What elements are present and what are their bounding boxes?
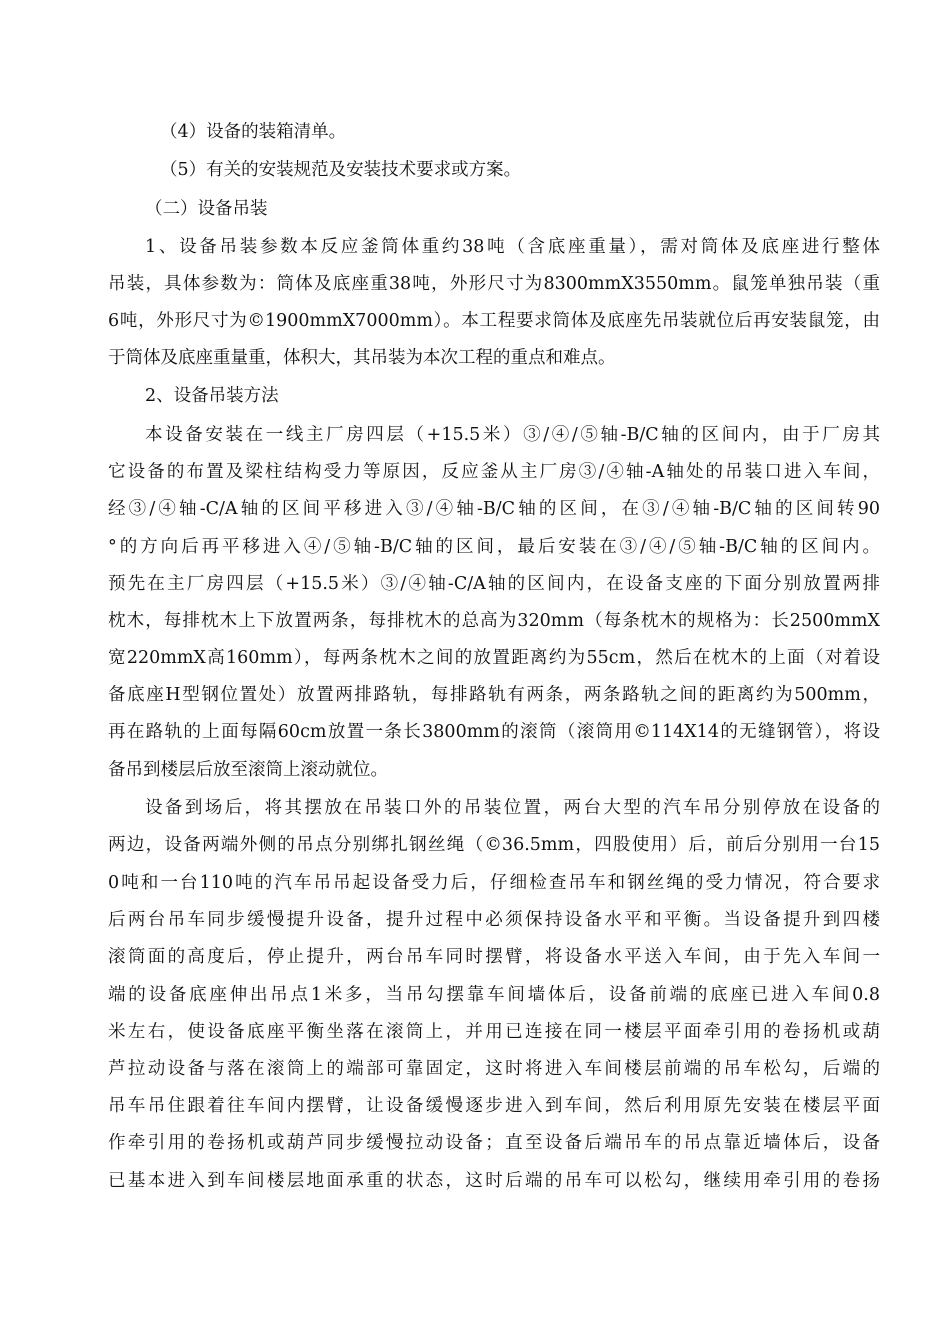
paragraph-line: 端的设备底座伸出吊点1米多，当吊勾摆靠车间墙体后，设备前端的底座已进入车间0.8 xyxy=(108,985,880,1005)
paragraph-line: 吊装，具体参数为：筒体及底座重38吨，外形尺寸为8300mmX3550mm。鼠笼单独吊装（重 xyxy=(108,274,880,294)
list-item-install-spec: （5）有关的安装规范及安装技术要求或方案。 xyxy=(160,160,522,180)
paragraph-line: 经③/④轴-C/A轴的区间平移进入③/④轴-B/C轴的区间，在③/④轴-B/C轴的区间转90 xyxy=(108,499,880,519)
paragraph-line: 本设备安装在一线主厂房四层（+15.5米）③/④/⑤轴-B/C轴的区间内，由于厂房其 xyxy=(145,425,880,445)
paragraph-line: 枕木，每排枕木上下放置两条，每排枕木的总高为320mm（每条枕木的规格为：长2500mmX xyxy=(108,611,880,631)
paragraph-line: 6吨，外形尺寸为©1900mmX7000mm）。本工程要求筒体及底座先吊装就位后再安装鼠笼，由 xyxy=(108,311,880,331)
paragraph-line: 两边，设备两端外侧的吊点分别绑扎钢丝绳（©36.5mm，四股使用）后，前后分别用一台15 xyxy=(108,835,880,855)
paragraph-line: 它设备的布置及梁柱结构受力等原因，反应釜从主厂房③/④轴-A轴处的吊装口进入车间， xyxy=(108,462,880,482)
list-item-packing-list: （4）设备的装箱清单。 xyxy=(160,122,347,142)
paragraph-line: 0吨和一台110吨的汽车吊吊起设备受力后，仔细检查吊车和钢丝绳的受力情况，符合要求 xyxy=(108,873,880,893)
paragraph-line: 吊车吊住跟着往车间内摆臂，让设备缓慢逐步进入到车间，然后利用原先安装在楼层平面 xyxy=(108,1096,880,1116)
paragraph-line: 设备到场后，将其摆放在吊装口外的吊装位置，两台大型的汽车吊分别停放在设备的 xyxy=(145,798,880,818)
paragraph-line: 备底座H型钢位置处）放置两排路轨，每排路轨有两条，两条路轨之间的距离约为500mm， xyxy=(108,685,880,705)
paragraph-line: 米左右，使设备底座平衡坐落在滚筒上，并用已连接在同一楼层平面牵引用的卷扬机或葫 xyxy=(108,1022,880,1042)
paragraph-line: 作牵引用的卷扬机或葫芦同步缓慢拉动设备；直至设备后端吊车的吊点靠近墙体后，设备 xyxy=(108,1133,880,1153)
paragraph-line: 预先在主厂房四层（+15.5米）③/④轴-C/A轴的区间内，在设备支座的下面分别放置两排 xyxy=(108,574,880,594)
paragraph-line: 已基本进入到车间楼层地面承重的状态，这时后端的吊车可以松勾，继续用牵引用的卷扬 xyxy=(108,1171,880,1191)
paragraph-line: 宽220mmX高160mm），每两条枕木之间的放置距离约为55cm，然后在枕木的上面（对着设 xyxy=(108,648,880,668)
section-heading-lifting: （二）设备吊装 xyxy=(145,199,268,219)
paragraph-line: 1、设备吊装参数本反应釜筒体重约38吨（含底座重量），需对筒体及底座进行整体 xyxy=(145,237,880,257)
paragraph-line: 滚筒面的高度后，停止提升，两台吊车同时摆臂，将设备水平送入车间，由于先入车间一 xyxy=(108,947,880,967)
paragraph-line: 芦拉动设备与落在滚筒上的端部可靠固定，这时将进入车间楼层前端的吊车松勾，后端的 xyxy=(108,1059,880,1079)
paragraph-line: 于筒体及底座重量重，体积大，其吊装为本次工程的重点和难点。 xyxy=(108,348,616,368)
paragraph-line: 备吊到楼层后放至滚筒上滚动就位。 xyxy=(108,760,388,780)
subsection-heading-method: 2、设备吊装方法 xyxy=(145,386,279,406)
paragraph-line: °的方向后再平移进入④/⑤轴-B/C轴的区间，最后安装在③/④/⑤轴-B/C轴的区间内。 xyxy=(108,537,880,557)
paragraph-line: 后两台吊车同步缓慢提升设备，提升过程中必须保持设备水平和平衡。当设备提升到四楼 xyxy=(108,910,880,930)
paragraph-line: 再在路轨的上面每隔60cm放置一条长3800mm的滚筒（滚筒用©114X14的无缝钢管），将设 xyxy=(108,722,880,742)
